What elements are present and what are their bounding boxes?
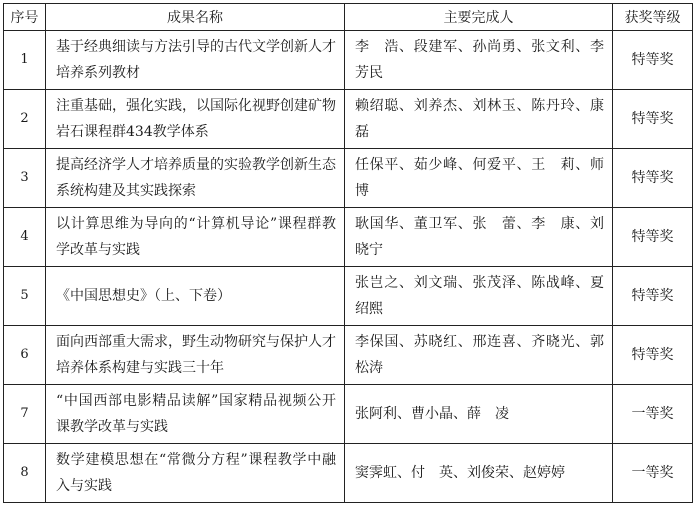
table-row bbox=[4, 385, 693, 444]
row-achievement-name: 以计算思维为导向的“计算机导论”课程群教学改革与实践 bbox=[46, 208, 345, 267]
header-name: 成果名称 bbox=[46, 4, 345, 31]
row-award-level: 特等奖 bbox=[613, 326, 693, 385]
row-main-people: 赖绍聪、刘养杰、刘林玉、陈丹玲、康 磊 bbox=[345, 90, 613, 149]
row-main-people: 李 浩、段建军、孙尚勇、张文利、李芳民 bbox=[345, 31, 613, 90]
table-header-row bbox=[4, 4, 693, 31]
row-achievement-name: 面向西部重大需求，野生动物研究与保护人才培养体系构建与实践三十年 bbox=[46, 326, 345, 385]
table-row bbox=[4, 267, 693, 326]
row-index: 2 bbox=[4, 90, 46, 149]
row-award-level: 特等奖 bbox=[613, 149, 693, 208]
row-index: 3 bbox=[4, 149, 46, 208]
header-people: 主要完成人 bbox=[345, 4, 613, 31]
table-row bbox=[4, 326, 693, 385]
row-index: 6 bbox=[4, 326, 46, 385]
row-main-people: 窦霁虹、付 英、刘俊荣、赵婷婷 bbox=[345, 444, 613, 503]
row-achievement-name: “中国西部电影精品读解”国家精品视频公开课教学改革与实践 bbox=[46, 385, 345, 444]
row-award-level: 特等奖 bbox=[613, 208, 693, 267]
row-index: 5 bbox=[4, 267, 46, 326]
row-index: 7 bbox=[4, 385, 46, 444]
row-award-level: 特等奖 bbox=[613, 31, 693, 90]
row-achievement-name: 基于经典细读与方法引导的古代文学创新人才培养系列教材 bbox=[46, 31, 345, 90]
row-index: 4 bbox=[4, 208, 46, 267]
header-level: 获奖等级 bbox=[613, 4, 693, 31]
row-award-level: 特等奖 bbox=[613, 267, 693, 326]
table-row bbox=[4, 444, 693, 503]
header-index: 序号 bbox=[4, 4, 46, 31]
row-award-level: 一等奖 bbox=[613, 385, 693, 444]
row-main-people: 张阿利、曹小晶、薛 凌 bbox=[345, 385, 613, 444]
table-row bbox=[4, 31, 693, 90]
awards-table bbox=[3, 3, 693, 503]
row-award-level: 一等奖 bbox=[613, 444, 693, 503]
row-main-people: 任保平、茹少峰、何爱平、王 莉、师 博 bbox=[345, 149, 613, 208]
row-award-level: 特等奖 bbox=[613, 90, 693, 149]
row-achievement-name: 提高经济学人才培养质量的实验教学创新生态系统构建及其实践探索 bbox=[46, 149, 345, 208]
row-achievement-name: 《中国思想史》（上、下卷） bbox=[46, 267, 345, 326]
row-main-people: 李保国、苏晓红、邢连喜、齐晓光、郭松涛 bbox=[345, 326, 613, 385]
table-row bbox=[4, 208, 693, 267]
row-index: 1 bbox=[4, 31, 46, 90]
row-index: 8 bbox=[4, 444, 46, 503]
row-achievement-name: 数学建模思想在“常微分方程”课程教学中融入与实践 bbox=[46, 444, 345, 503]
row-main-people: 张岂之、刘文瑞、张茂泽、陈战峰、夏绍熙 bbox=[345, 267, 613, 326]
table-row bbox=[4, 90, 693, 149]
row-main-people: 耿国华、董卫军、张 蕾、李 康、刘晓宁 bbox=[345, 208, 613, 267]
row-achievement-name: 注重基础，强化实践，以国际化视野创建矿物岩石课程群434教学体系 bbox=[46, 90, 345, 149]
table-row bbox=[4, 149, 693, 208]
